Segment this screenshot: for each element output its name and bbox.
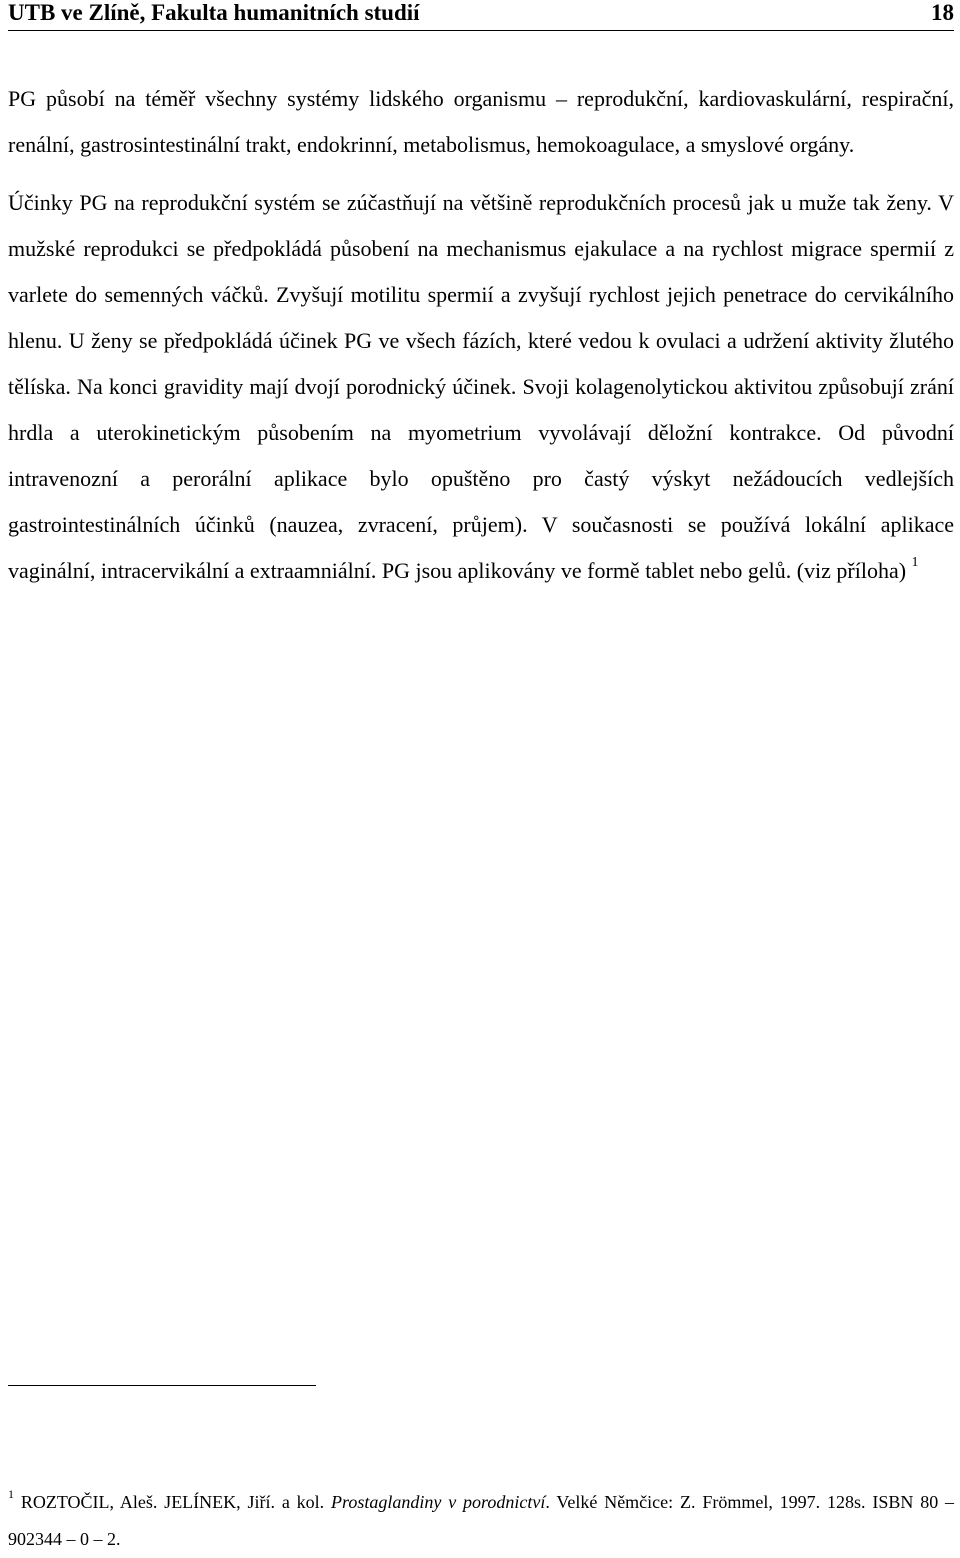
- footnote-separator: [8, 1385, 316, 1386]
- page-number: 18: [931, 0, 954, 25]
- footnote-authors: ROZTOČIL, Aleš. JELÍNEK, Jiří. a kol.: [20, 1492, 325, 1512]
- running-header: [8, 0, 954, 31]
- footnote: [8, 1484, 954, 1558]
- footnote-publisher: . Velké Němčice: Z. Frömmel, 1997. 128s. ISBN 80 – 902344 – 0 – 2.: [8, 1492, 955, 1549]
- paragraph-1: PG působí na téměř všechny systémy lidského organismu – reprodukční, kardiovaskulární, respirační, renální, gastrosintestinální trakt, endokrinní, metabolismus, hemokoagulace, a smyslové orgány.: [8, 86, 954, 157]
- main-text: [8, 76, 954, 594]
- footnote-reference: 1: [911, 555, 919, 570]
- header-title: UTB ve Zlíně, Fakulta humanitních studií: [8, 0, 420, 25]
- footnote-book-title: Prostaglandiny v porodnictví: [331, 1492, 546, 1512]
- footnote-marker: 1: [8, 1487, 14, 1501]
- paragraph-2: [8, 180, 954, 594]
- paragraph-2-text: Účinky PG na reprodukční systém se zúčastňují na většině reprodukčních procesů jak u muže tak ženy. V mužské reprodukci se předpokládá působení na mechanismus ejakulace a na rychlost migrace spermií z varlete do semenných váčků. Zvyšují motilitu spermií a zvyšují rychlost jejich penetrace do cervikálního hlenu. U ženy se předpokládá účinek PG ve všech fázích, které vedou k ovulaci a udržení aktivity žlutého tělíska. Na konci gravidity mají dvojí porodnický účinek. Svoji kolagenolytickou aktivitou způsobují zrání hrdla a uterokinetickým působením na myometrium vyvolávají děložní kontrakce. Od původní intravenozní a perorální aplikace bylo opuštěno pro častý výskyt nežádoucích vedlejších gastrointestinálních účinků (nauzea, zvracení, průjem). V současnosti se používá lokální aplikace vaginální, intracervikální a extraamniální. PG jsou aplikovány ve formě tablet nebo gelů. (viz příloha): [8, 190, 954, 583]
